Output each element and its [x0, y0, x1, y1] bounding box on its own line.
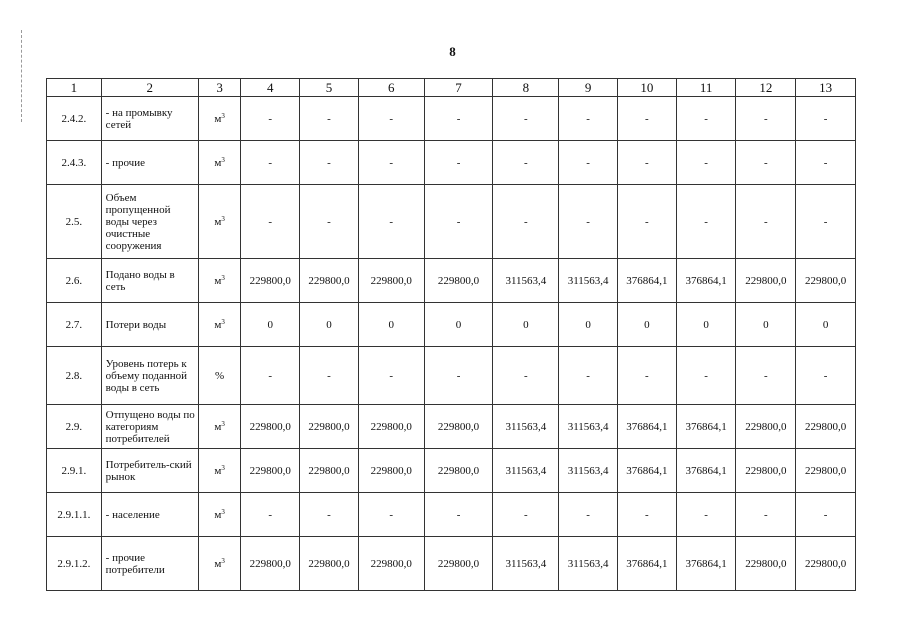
value-cell: -: [736, 347, 796, 405]
column-header: 4: [241, 79, 300, 97]
unit-label: м: [214, 318, 222, 331]
unit-superscript: 3: [221, 273, 225, 282]
value-cell: 0: [796, 303, 856, 347]
value-cell: -: [358, 493, 424, 537]
value-cell: 229800,0: [796, 537, 856, 591]
value-cell: 229800,0: [300, 259, 359, 303]
value-cell: -: [424, 493, 493, 537]
value-cell: -: [241, 141, 300, 185]
value-cell: 229800,0: [424, 537, 493, 591]
row-name: Подано воды в сеть: [101, 259, 198, 303]
value-cell: 229800,0: [241, 449, 300, 493]
value-cell: -: [493, 97, 559, 141]
unit-superscript: 3: [221, 111, 225, 120]
value-cell: 376864,1: [618, 537, 677, 591]
value-cell: -: [559, 141, 618, 185]
row-name: - прочие: [101, 141, 198, 185]
value-cell: -: [618, 97, 677, 141]
column-header: 5: [300, 79, 359, 97]
row-unit: [198, 537, 241, 591]
table-row: [47, 537, 856, 591]
data-table: [46, 78, 856, 591]
row-code: 2.9.: [47, 405, 102, 449]
table-row: [47, 449, 856, 493]
value-cell: -: [559, 493, 618, 537]
value-cell: -: [559, 185, 618, 259]
value-cell: 376864,1: [676, 537, 736, 591]
row-code: 2.9.1.2.: [47, 537, 102, 591]
column-header: 1: [47, 79, 102, 97]
row-unit: [198, 405, 241, 449]
unit-label: м: [214, 112, 222, 125]
value-cell: 229800,0: [358, 259, 424, 303]
value-cell: -: [736, 185, 796, 259]
value-cell: -: [676, 493, 736, 537]
page-number: 8: [449, 44, 456, 59]
value-cell: -: [300, 347, 359, 405]
table-row: [47, 97, 856, 141]
value-cell: 0: [736, 303, 796, 347]
value-cell: -: [300, 185, 359, 259]
column-header: 9: [559, 79, 618, 97]
value-cell: 0: [300, 303, 359, 347]
unit-label: м: [214, 420, 222, 433]
value-cell: -: [559, 347, 618, 405]
value-cell: -: [241, 347, 300, 405]
row-unit: [198, 97, 241, 141]
column-header: 8: [493, 79, 559, 97]
table-row: [47, 493, 856, 537]
row-name: Потери воды: [101, 303, 198, 347]
value-cell: -: [358, 97, 424, 141]
value-cell: 376864,1: [676, 449, 736, 493]
value-cell: -: [796, 141, 856, 185]
unit-label: %: [215, 369, 225, 382]
value-cell: -: [300, 141, 359, 185]
value-cell: 229800,0: [241, 259, 300, 303]
value-cell: 229800,0: [300, 449, 359, 493]
value-cell: 229800,0: [424, 449, 493, 493]
value-cell: 0: [493, 303, 559, 347]
value-cell: -: [736, 141, 796, 185]
column-header: 13: [796, 79, 856, 97]
row-name: Отпущено воды по категориям потребителей: [101, 405, 198, 449]
unit-label: м: [214, 156, 222, 169]
column-header: 2: [101, 79, 198, 97]
value-cell: 311563,4: [493, 405, 559, 449]
value-cell: 0: [358, 303, 424, 347]
value-cell: 229800,0: [241, 537, 300, 591]
row-code: 2.4.3.: [47, 141, 102, 185]
value-cell: -: [493, 493, 559, 537]
row-name: Уровень потерь к объему поданной воды в сеть: [101, 347, 198, 405]
value-cell: 229800,0: [358, 537, 424, 591]
value-cell: -: [424, 141, 493, 185]
value-cell: -: [796, 185, 856, 259]
value-cell: 311563,4: [559, 537, 618, 591]
table-row: [47, 405, 856, 449]
row-unit: [198, 185, 241, 259]
value-cell: 311563,4: [493, 537, 559, 591]
unit-label: м: [214, 557, 222, 570]
value-cell: -: [241, 493, 300, 537]
value-cell: 376864,1: [618, 405, 677, 449]
table-row: [47, 259, 856, 303]
row-code: 2.8.: [47, 347, 102, 405]
row-unit: [198, 259, 241, 303]
row-name: Объем пропущенной воды через очистные сооружения: [101, 185, 198, 259]
unit-superscript: 3: [221, 507, 225, 516]
unit-label: м: [214, 464, 222, 477]
value-cell: -: [241, 185, 300, 259]
value-cell: -: [676, 97, 736, 141]
value-cell: 229800,0: [736, 259, 796, 303]
value-cell: 311563,4: [559, 405, 618, 449]
unit-superscript: 3: [221, 419, 225, 428]
value-cell: 376864,1: [618, 449, 677, 493]
value-cell: -: [796, 97, 856, 141]
value-cell: -: [424, 97, 493, 141]
row-code: 2.5.: [47, 185, 102, 259]
value-cell: 376864,1: [676, 405, 736, 449]
value-cell: -: [424, 185, 493, 259]
value-cell: -: [358, 185, 424, 259]
column-header: 3: [198, 79, 241, 97]
row-code: 2.4.2.: [47, 97, 102, 141]
value-cell: -: [676, 347, 736, 405]
table-row: [47, 347, 856, 405]
column-header: 10: [618, 79, 677, 97]
unit-label: м: [214, 215, 222, 228]
value-cell: 0: [241, 303, 300, 347]
unit-superscript: 3: [221, 155, 225, 164]
table-row: [47, 185, 856, 259]
value-cell: -: [493, 141, 559, 185]
unit-superscript: 3: [221, 317, 225, 326]
value-cell: -: [358, 347, 424, 405]
value-cell: 376864,1: [676, 259, 736, 303]
value-cell: -: [241, 97, 300, 141]
value-cell: 229800,0: [796, 405, 856, 449]
value-cell: 229800,0: [736, 449, 796, 493]
row-code: 2.6.: [47, 259, 102, 303]
column-header: 7: [424, 79, 493, 97]
value-cell: 0: [559, 303, 618, 347]
value-cell: 0: [618, 303, 677, 347]
table-row: [47, 303, 856, 347]
value-cell: 229800,0: [736, 537, 796, 591]
table-row: [47, 141, 856, 185]
value-cell: -: [493, 347, 559, 405]
value-cell: 376864,1: [618, 259, 677, 303]
value-cell: -: [300, 97, 359, 141]
value-cell: -: [618, 141, 677, 185]
value-cell: -: [300, 493, 359, 537]
row-code: 2.9.1.: [47, 449, 102, 493]
value-cell: 229800,0: [300, 537, 359, 591]
value-cell: 229800,0: [300, 405, 359, 449]
row-unit: [198, 449, 241, 493]
value-cell: -: [559, 97, 618, 141]
column-header: 6: [358, 79, 424, 97]
value-cell: 229800,0: [736, 405, 796, 449]
value-cell: 229800,0: [796, 259, 856, 303]
header-row: [47, 79, 856, 97]
value-cell: -: [493, 185, 559, 259]
value-cell: -: [358, 141, 424, 185]
unit-superscript: 3: [221, 214, 225, 223]
row-unit: [198, 141, 241, 185]
value-cell: 311563,4: [493, 449, 559, 493]
value-cell: 311563,4: [493, 259, 559, 303]
unit-label: м: [214, 508, 222, 521]
value-cell: 229800,0: [424, 405, 493, 449]
unit-superscript: 3: [221, 556, 225, 565]
value-cell: 0: [424, 303, 493, 347]
value-cell: 229800,0: [358, 405, 424, 449]
row-code: 2.9.1.1.: [47, 493, 102, 537]
value-cell: 229800,0: [424, 259, 493, 303]
value-cell: -: [618, 185, 677, 259]
margin-scan-mark: [21, 30, 22, 122]
value-cell: -: [618, 347, 677, 405]
value-cell: -: [736, 97, 796, 141]
unit-label: м: [214, 274, 222, 287]
value-cell: 311563,4: [559, 259, 618, 303]
value-cell: 229800,0: [796, 449, 856, 493]
row-unit: [198, 347, 241, 405]
row-code: 2.7.: [47, 303, 102, 347]
value-cell: 229800,0: [358, 449, 424, 493]
value-cell: -: [796, 493, 856, 537]
value-cell: -: [676, 185, 736, 259]
value-cell: -: [736, 493, 796, 537]
unit-superscript: 3: [221, 463, 225, 472]
table-body: [47, 97, 856, 591]
value-cell: 311563,4: [559, 449, 618, 493]
row-unit: [198, 493, 241, 537]
row-unit: [198, 303, 241, 347]
value-cell: -: [796, 347, 856, 405]
row-name: - на промывку сетей: [101, 97, 198, 141]
row-name: Потребитель-ский рынок: [101, 449, 198, 493]
column-header: 12: [736, 79, 796, 97]
value-cell: 0: [676, 303, 736, 347]
value-cell: 229800,0: [241, 405, 300, 449]
value-cell: -: [676, 141, 736, 185]
value-cell: -: [424, 347, 493, 405]
column-header: 11: [676, 79, 736, 97]
value-cell: -: [618, 493, 677, 537]
row-name: - население: [101, 493, 198, 537]
row-name: - прочие потребители: [101, 537, 198, 591]
